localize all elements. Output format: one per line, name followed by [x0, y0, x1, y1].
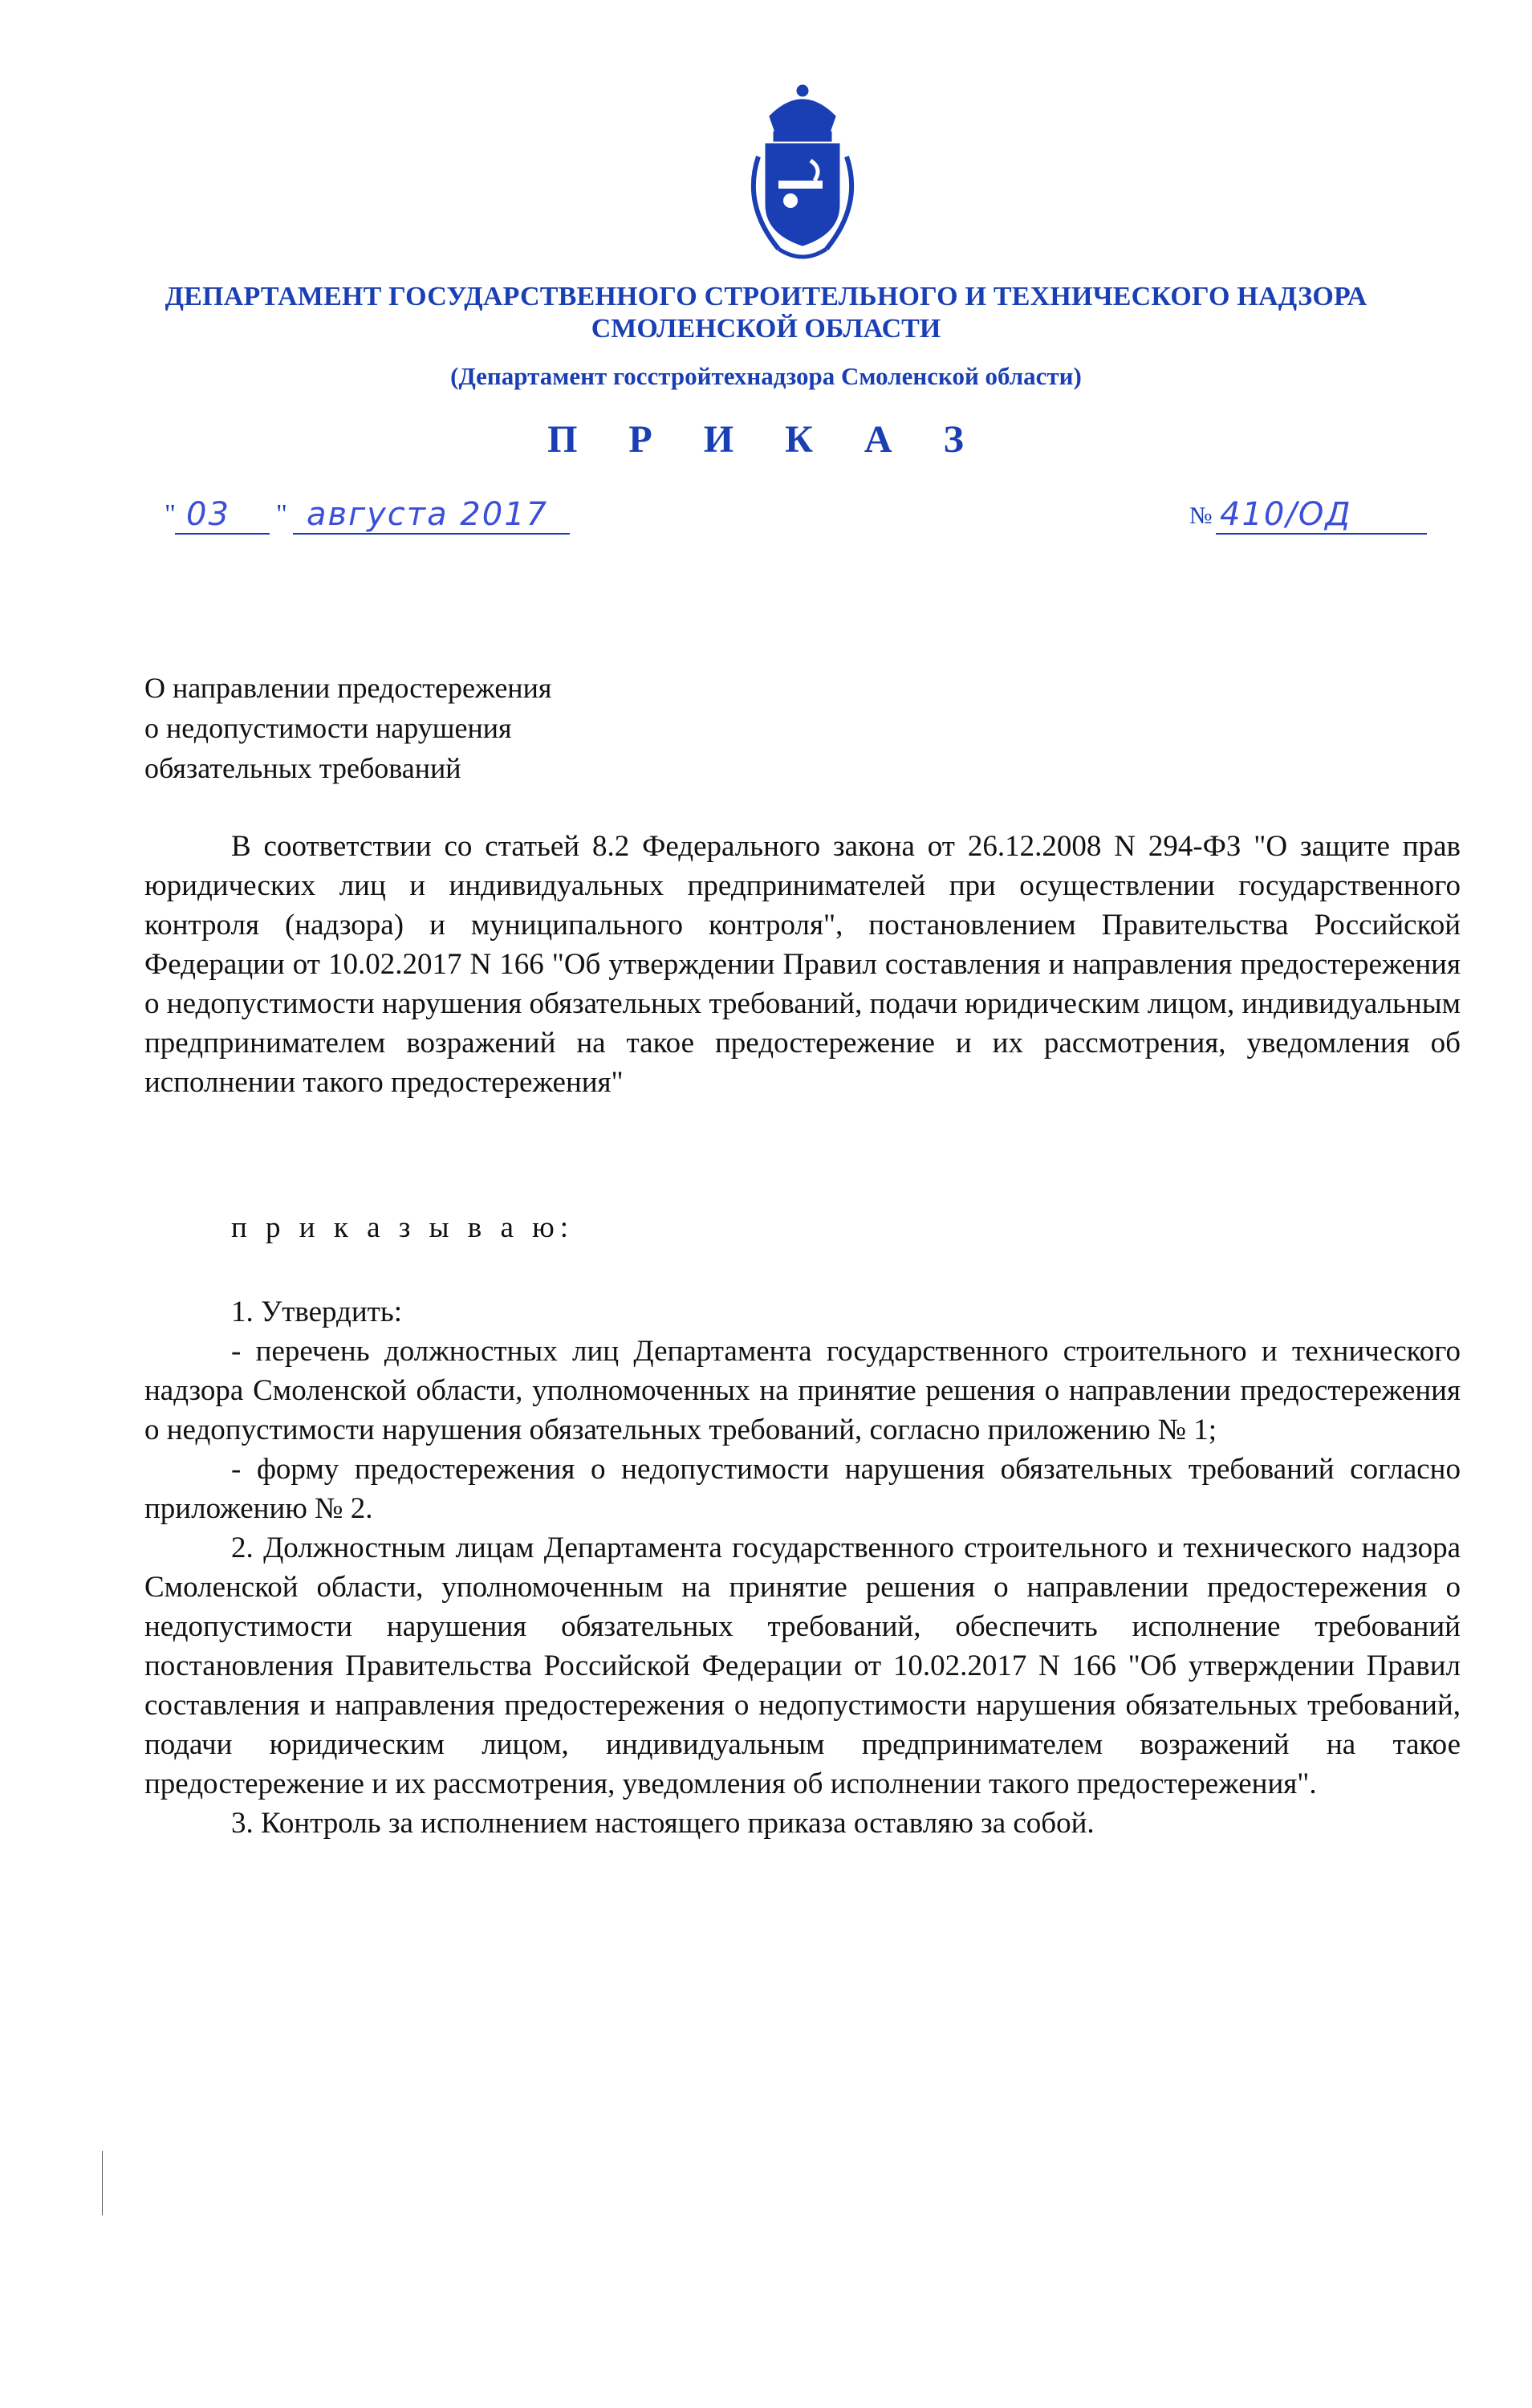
department-short-name: (Департамент госстройтехнадзора Смоленской области) — [450, 362, 1082, 390]
subject-line: О направлении предостережения — [144, 672, 552, 704]
date-day-value: 03 — [186, 496, 230, 533]
order-word-block — [144, 1208, 1461, 1247]
item1-title: 1. Утвердить: — [231, 1296, 403, 1328]
item3: 3. Контроль за исполнением настоящего приказа оставляю за собой. — [231, 1807, 1095, 1840]
item1-sub1: - перечень должностных лиц Департамента государственного строительного и технического надзора Смоленской области, уполномоченных на принятие решения о направлении предостережения о недопустимости нарушения обязательных требований, согласно приложению № 1; — [144, 1335, 1461, 1446]
order-items — [144, 1292, 1461, 1843]
number-label: № — [1189, 502, 1213, 529]
document-subject — [144, 668, 551, 788]
department-name: ДЕПАРТАМЕНТ ГОСУДАРСТВЕННОГО СТРОИТЕЛЬНОГО И ТЕХНИЧЕСКОГО НАДЗОРА — [165, 282, 1367, 311]
order-word: п р и к а з ы в а ю: — [231, 1211, 575, 1244]
preamble-text: В соответствии со статьей 8.2 Федерального закона от 26.12.2008 N 294-ФЗ "О защите прав юридических лиц и индивидуальных предпринимателей при осуществлении государственного контроля (надзора) и муниципального контроля", постановлением Правительства Российской Федерации от 10.02.2017 N 166 "Об утверждении Правил составления и направления предостережения о недопустимости нарушения обязательных требований, подачи юридическим лицом, индивидуальным предпринимателем возражений на такое предостережение и их рассмотрения, уведомления об исполнении такого предостережения" — [144, 830, 1461, 1099]
item1-sub2: - форму предостережения о недопустимости нарушения обязательных требований согласно приложению № 2. — [144, 1453, 1461, 1525]
number-value: 410/ОД — [1220, 496, 1352, 533]
coat-of-arms-icon — [734, 84, 871, 269]
date-open-quote: " — [165, 499, 176, 529]
item2: 2. Должностным лицам Департамента государственного строительного и технического надзора Смоленской области, уполномоченным на принятие решения о направлении предостережения о недопустимости нарушения обязательных требований, обеспечить исполнение требований постановления Правительства Российской Федерации от 10.02.2017 N 166 "Об утверждении Правил составления и направления предостережения о недопустимости нарушения обязательных требований, подачи юридическим лицом, индивидуальным предпринимателем возражений на такое предостережение и их рассмотрения, уведомления об исполнении такого предостережения". — [144, 1531, 1461, 1800]
preamble-block — [144, 827, 1461, 1102]
date-close-quote: " — [276, 499, 287, 529]
date-month-value: августа 2017 — [307, 496, 549, 533]
subject-line: о недопустимости нарушения — [144, 712, 512, 744]
subject-line: обязательных требований — [144, 752, 461, 784]
document-title: П Р И К А З — [547, 418, 985, 461]
department-header — [120, 281, 1412, 392]
department-region: СМОЛЕНСКОЙ ОБЛАСТИ — [591, 314, 941, 344]
margin-mark — [102, 2151, 103, 2215]
